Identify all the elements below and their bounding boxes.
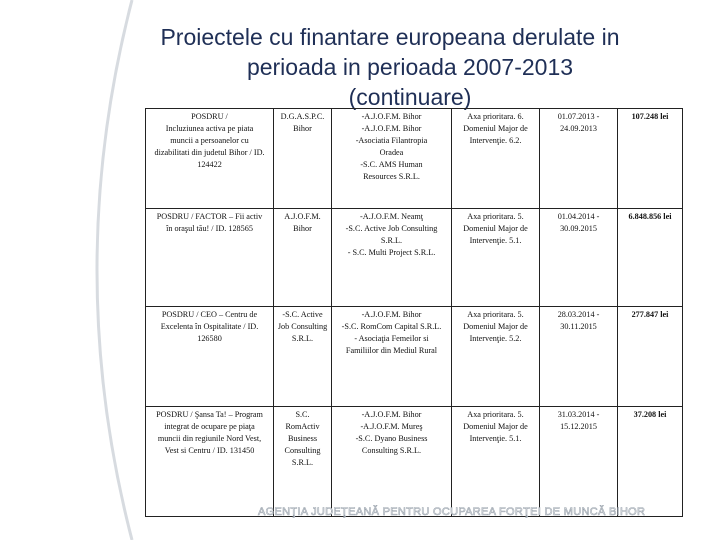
table-row [146, 407, 683, 517]
axis-cell: Axa prioritara. 5. Domeniul Major de Intervenţie. 5.1. [452, 407, 540, 517]
partners-cell: -A.J.O.F.M. Bihor -A.J.O.F.M. Mureş -S.C. Dyano Business Consulting S.R.L. [332, 407, 452, 517]
table-row [146, 109, 683, 209]
beneficiary-cell: A.J.O.F.M. Bihor [274, 209, 332, 307]
period-cell: 31.03.2014 - 15.12.2015 [540, 407, 618, 517]
title-line-3: (continuare) [348, 84, 472, 110]
partners-cell: -A.J.O.F.M. Neamţ -S.C. Active Job Consulting S.R.L. - S.C. Multi Project S.R.L. [332, 209, 452, 307]
beneficiary-cell: -S.C. Active Job Consulting S.R.L. [274, 307, 332, 407]
table-row [146, 307, 683, 407]
partners-cell: -A.J.O.F.M. Bihor -A.J.O.F.M. Bihor -Asociatia Filantropia Oradea -S.C. AMS Human Resources S.R.L. [332, 109, 452, 209]
table-row [146, 209, 683, 307]
amount-cell: 107.248 lei [618, 109, 683, 209]
title-line-2: perioada in perioada 2007-2013 [246, 54, 574, 80]
period-cell: 01.04.2014 - 30.09.2015 [540, 209, 618, 307]
beneficiary-cell: S.C. RomActiv Business Consulting S.R.L. [274, 407, 332, 517]
project-cell: POSDRU / FACTOR – Fii activ în oraşul tău! / ID. 128565 [146, 209, 274, 307]
decorative-curve [0, 0, 140, 540]
period-cell: 28.03.2014 - 30.11.2015 [540, 307, 618, 407]
page-title [130, 22, 690, 112]
beneficiary-cell: D.G.A.S.P.C. Bihor [274, 109, 332, 209]
project-cell: POSDRU / Şansa Ta! – Program integrat de ocupare pe piaţa muncii din regiunile Nord Vest, Vest si Centru / ID. 131450 [146, 407, 274, 517]
axis-cell: Axa prioritara. 5. Domeniul Major de Intervenţie. 5.2. [452, 307, 540, 407]
amount-cell: 277.847 lei [618, 307, 683, 407]
project-cell: POSDRU / CEO – Centru de Excelenta în Ospitalitate / ID. 126580 [146, 307, 274, 407]
amount-cell: 6.848.856 lei [618, 209, 683, 307]
axis-cell: Axa prioritara. 6. Domeniul Major de Intervenţie. 6.2. [452, 109, 540, 209]
footer-agency-name: AGENŢIA JUDEŢEANĂ PENTRU OCUPAREA FORŢEI DE MUNCĂ BIHOR [258, 506, 646, 518]
axis-cell: Axa prioritara. 5. Domeniul Major de Intervenţie. 5.1. [452, 209, 540, 307]
projects-table [145, 108, 683, 517]
project-cell: POSDRU / Incluziunea activa pe piata muncii a persoanelor cu dizabilitati din judetul Bihor / ID. 124422 [146, 109, 274, 209]
amount-cell: 37.208 lei [618, 407, 683, 517]
period-cell: 01.07.2013 - 24.09.2013 [540, 109, 618, 209]
title-line-1: Proiectele cu finantare europeana derulate in [160, 24, 620, 50]
partners-cell: -A.J.O.F.M. Bihor -S.C. RomCom Capital S.R.L. - Asociaţia Femeilor si Familiilor din Mediul Rural [332, 307, 452, 407]
